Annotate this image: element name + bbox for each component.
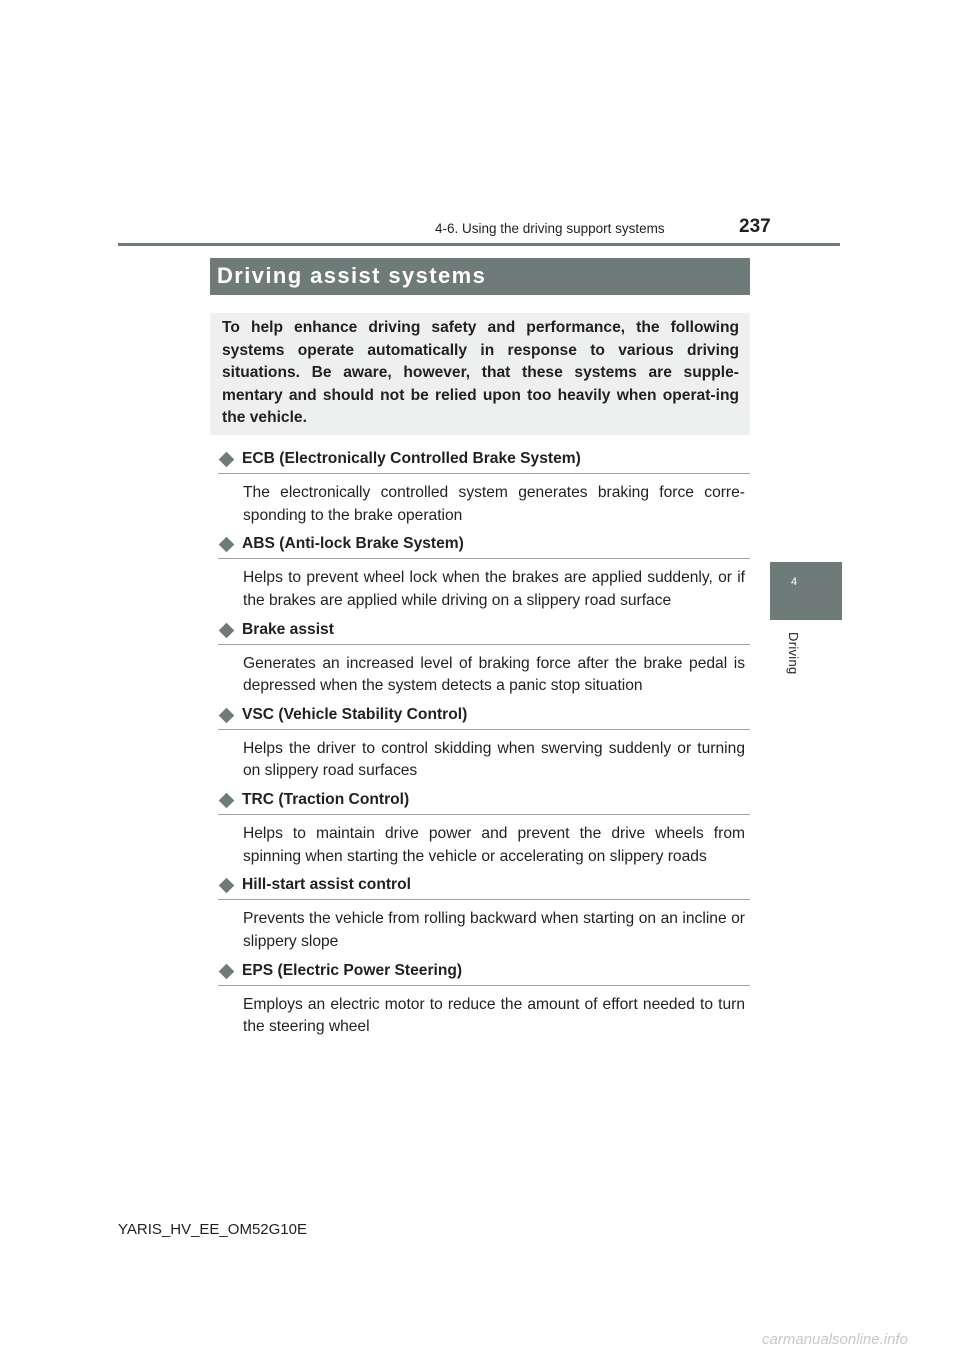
chapter-number: 4: [791, 576, 798, 588]
intro-text: To help enhance driving safety and performance, the following systems operate automatically in response to various driving situations. Be aware, however, that these systems are supple-mentary and should not be relied upon too heavily when operat-ing the vehicle.: [222, 319, 739, 427]
section-heading: [218, 790, 750, 815]
diamond-icon: [219, 793, 235, 809]
section-body: The electronically controlled system generates braking force corre-sponding to the brake operation: [243, 484, 745, 524]
section-trc: [218, 790, 750, 875]
section-body: Helps the driver to control skidding when swerving suddenly or turning on slippery road surfaces: [243, 739, 745, 780]
section-hill-start: [218, 875, 750, 960]
diamond-icon: [219, 964, 235, 980]
section-heading: [218, 620, 750, 645]
section-title: EPS (Electric Power Steering): [242, 961, 463, 979]
diamond-icon: [219, 537, 235, 553]
section-title: ECB (Electronically Controlled Brake System): [242, 450, 581, 467]
section-body: Helps to maintain drive power and prevent the drive wheels from spinning when starting the vehicle or accelerating on slippery roads: [243, 825, 745, 865]
page-title: Driving assist systems: [217, 263, 487, 288]
title-bar: [210, 258, 750, 295]
section-body: Generates an increased level of braking force after the brake pedal is depressed when the system detects a panic stop situation: [243, 654, 745, 695]
diamond-icon: [219, 878, 235, 894]
diamond-icon: [219, 452, 235, 468]
section-abs: [218, 534, 750, 619]
section-title: ABS (Anti-lock Brake System): [242, 535, 464, 553]
section-brake-assist: [218, 620, 750, 705]
section-vsc: [218, 705, 750, 790]
section-eps: [218, 961, 750, 1046]
section-heading: [218, 961, 750, 986]
footer-doc-code: YARIS_HV_EE_OM52G10E: [118, 1221, 307, 1238]
watermark: carmanualsonline.info: [762, 1331, 908, 1348]
section-heading: [218, 534, 750, 559]
section-list: [218, 449, 750, 1046]
section-heading: [218, 705, 750, 730]
chapter-label: Driving: [786, 632, 801, 675]
chapter-tab: [770, 562, 842, 620]
header-section-path: 4-6. Using the driving support systems: [435, 221, 665, 236]
section-body: Prevents the vehicle from rolling backward when starting on an incline or slippery slope: [243, 910, 745, 951]
section-body: Helps to prevent wheel lock when the brakes are applied suddenly, or if the brakes are applied while driving on a slippery road surface: [243, 569, 745, 609]
diamond-icon: [219, 708, 235, 724]
intro-box: [210, 313, 750, 435]
section-heading: [218, 449, 750, 474]
section-title: TRC (Traction Control): [242, 791, 410, 809]
diamond-icon: [219, 622, 235, 638]
section-heading: [218, 875, 750, 900]
section-title: Hill-start assist control: [242, 876, 411, 894]
section-title: Brake assist: [242, 620, 334, 638]
section-title: VSC (Vehicle Stability Control): [242, 705, 468, 723]
section-body: Employs an electric motor to reduce the amount of effort needed to turn the steering wheel: [243, 995, 745, 1036]
section-ecb: [218, 449, 750, 534]
header-rule: [118, 243, 840, 246]
page-number: 237: [739, 216, 771, 237]
